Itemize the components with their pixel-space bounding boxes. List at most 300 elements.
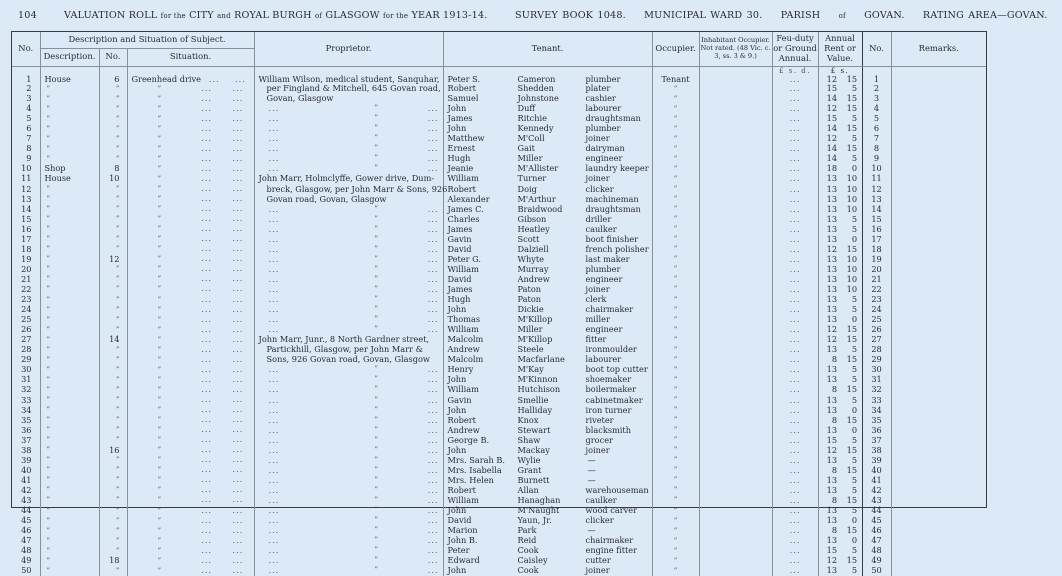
ditto-mark: ” (374, 506, 379, 515)
tenant-line (446, 195, 650, 204)
leader-dots: ... (268, 243, 280, 254)
leader-dots: ... (427, 484, 439, 495)
rent-shillings: 5 (851, 364, 858, 375)
row-number-right: 26 (862, 325, 891, 335)
description-cell (40, 264, 99, 274)
ditto-mark: ” (157, 124, 162, 133)
remarks-cell (891, 264, 986, 274)
proprietor-ditto-line (255, 134, 443, 143)
rent-value (823, 486, 857, 495)
occupier-cell (652, 546, 699, 556)
leader-dots: ... (427, 273, 439, 284)
street-number-cell (99, 244, 127, 254)
tenant-surname: Steele (517, 344, 544, 355)
rent-shillings: 0 (851, 314, 858, 325)
street-number-cell (99, 435, 127, 445)
tenant-surname: Cook (517, 545, 539, 556)
rent-shillings: 5 (851, 565, 858, 576)
situation-cell (127, 566, 254, 576)
tenant-first-name: Mrs. Sarah B. (447, 454, 506, 465)
leader-dots: ... (232, 263, 244, 274)
tenant-occupation: joiner (585, 565, 610, 576)
situation-text (128, 365, 191, 375)
remarks-cell (891, 144, 986, 154)
feu-duty-cell (772, 214, 818, 224)
street-number-cell (99, 144, 127, 154)
tenant-first-name: Alexander (447, 193, 490, 204)
ditto-mark: ” (673, 84, 678, 93)
leader-dots: ... (789, 364, 801, 375)
rent-pounds: 14 (826, 153, 838, 164)
annual-rent-cell (818, 114, 862, 124)
proprietor-ditto-line (255, 426, 443, 435)
inhabitant-cell (699, 234, 772, 244)
proprietor-cell (254, 114, 443, 124)
proprietor-cell (254, 355, 443, 365)
annual-rent-cell (818, 144, 862, 154)
row-number-right: 20 (862, 264, 891, 274)
row-number-right: 45 (862, 516, 891, 526)
leader-dots: ... (268, 525, 280, 536)
ditto-mark: ” (46, 94, 51, 103)
rent-value (823, 546, 857, 555)
proprietor-ditto-line (255, 154, 443, 163)
rent-shillings: 5 (851, 505, 858, 516)
leader-dots: ... (201, 524, 212, 535)
tenant-first-name: Robert (447, 183, 476, 194)
feu-duty-cell (772, 395, 818, 405)
proprietor-cell (254, 84, 443, 94)
row-number: 48 (12, 546, 40, 556)
tenant-surname: Hutchison (517, 384, 561, 395)
leader-dots: ... (789, 133, 801, 144)
table-row (12, 365, 986, 375)
situation-text (128, 224, 191, 234)
ditto-mark: ” (673, 546, 678, 555)
inhabitant-cell (699, 295, 772, 305)
leader-dots: ... (789, 374, 801, 385)
rent-pounds: 13 (826, 283, 838, 294)
table-row (12, 445, 986, 455)
table-row (12, 465, 986, 475)
inhabitant-cell (699, 154, 772, 164)
proprietor-cell (254, 375, 443, 385)
rent-value (823, 466, 857, 475)
description-cell: Shop (40, 164, 99, 174)
rent-shillings: 5 (851, 153, 858, 164)
inhabitant-cell (699, 315, 772, 325)
ditto-mark: ” (673, 185, 678, 194)
row-number-right: 6 (862, 124, 891, 134)
tenant-line (446, 335, 650, 344)
annual-rent-cell (818, 485, 862, 495)
ditto-mark: ” (115, 154, 120, 163)
street-number-cell (99, 134, 127, 144)
ditto-mark: ” (46, 476, 51, 485)
leader-dots: ... (201, 474, 212, 485)
feu-duty-cell (772, 315, 818, 325)
annual-rent-cell (818, 154, 862, 164)
tenant-first-name: James (447, 283, 473, 294)
leader-dots: ... (789, 535, 801, 546)
tenant-cell (443, 536, 652, 546)
occupier-cell (652, 264, 699, 274)
street-number-cell (99, 264, 127, 274)
rent-value (823, 315, 857, 324)
table-row (12, 395, 986, 405)
proprietor-cell (254, 455, 443, 465)
leader-dots: ... (232, 233, 244, 244)
leader-dots: ... (789, 304, 801, 315)
ditto-mark: ” (46, 114, 51, 123)
tenant-occupation: — (587, 525, 596, 536)
tenant-surname: Allan (517, 484, 539, 495)
inhabitant-cell (699, 435, 772, 445)
occupier-cell (652, 536, 699, 546)
rent-pounds: 13 (826, 273, 838, 284)
ditto-mark: ” (673, 265, 678, 274)
ditto-mark: ” (157, 476, 162, 485)
annual-rent-cell (818, 516, 862, 526)
rent-shillings: 15 (846, 414, 858, 425)
street-number-cell (99, 566, 127, 576)
street-number-cell (99, 124, 127, 134)
annual-rent-cell (818, 264, 862, 274)
proprietor-ditto-line (255, 506, 443, 515)
proprietor-ditto-line (255, 325, 443, 334)
ditto-mark: ” (157, 355, 162, 364)
inhabitant-cell (699, 395, 772, 405)
description-cell (40, 194, 99, 204)
col-header-number: No. (99, 48, 127, 66)
tenant-occupation: iron turner (585, 404, 632, 415)
ditto-mark: ” (157, 195, 162, 204)
tenant-cell (443, 154, 652, 164)
ditto-mark: ” (157, 265, 162, 274)
ditto-mark: ” (157, 526, 162, 535)
leader-dots: ... (427, 243, 439, 254)
rent-pounds: 8 (831, 464, 838, 475)
row-number: 37 (12, 435, 40, 445)
rent-value (823, 566, 857, 575)
leader-dots: ... (232, 444, 244, 455)
leader-dots: ... (789, 334, 801, 345)
leader-dots: ... (789, 434, 801, 445)
description-cell (40, 405, 99, 415)
tenant-cell (443, 395, 652, 405)
ditto-mark: ” (46, 556, 51, 565)
tenant-occupation: joiner (585, 283, 610, 294)
leader-dots: ... (201, 213, 212, 224)
proprietor-ditto-line (255, 446, 443, 455)
tenant-surname: Hanaghan (517, 494, 561, 505)
leader-dots: ... (789, 143, 801, 154)
ditto-mark: ” (673, 486, 678, 495)
table-row (12, 144, 986, 154)
rent-pounds: 13 (826, 213, 838, 224)
tenant-surname: Duff (517, 103, 536, 114)
annual-rent-cell (818, 475, 862, 485)
ditto-mark: ” (46, 385, 51, 394)
annual-rent-cell (818, 465, 862, 475)
situation-text (128, 495, 191, 505)
situation-text (128, 526, 191, 536)
street-number-cell (99, 475, 127, 485)
rent-value (823, 335, 857, 344)
leader-dots: ... (232, 394, 244, 404)
rent-shillings: 5 (851, 213, 858, 224)
rent-pounds: 13 (826, 474, 838, 485)
street-number-cell (99, 495, 127, 505)
leader-dots: ... (201, 82, 212, 93)
proprietor-cell (254, 104, 443, 114)
row-number: 47 (12, 536, 40, 546)
leader-dots: ... (232, 132, 244, 143)
annual-rent-cell (818, 194, 862, 204)
tenant-occupation: engine fitter (585, 545, 638, 556)
ditto-mark: ” (46, 225, 51, 234)
ditto-mark: ” (46, 154, 51, 163)
ditto-mark: ” (374, 284, 379, 293)
tenant-first-name: Malcolm (447, 334, 484, 345)
tenant-cell (443, 114, 652, 124)
ditto-mark: ” (46, 205, 51, 214)
remarks-cell (891, 526, 986, 536)
tenant-occupation: — (587, 474, 596, 485)
leader-dots: ... (232, 333, 244, 344)
proprietor-ditto-line (255, 205, 443, 214)
tenant-surname: Dickie (517, 304, 544, 315)
rent-pounds: 13 (826, 253, 838, 264)
rent-value (823, 446, 857, 455)
ditto-mark: ” (374, 164, 379, 173)
ditto-mark: ” (115, 94, 120, 103)
leader-dots: ... (268, 123, 280, 134)
ditto-mark: ” (115, 476, 120, 485)
tenant-first-name: Peter G. (447, 253, 482, 264)
tenant-first-name: John (447, 565, 467, 576)
remarks-cell (891, 114, 986, 124)
rating-area: RATING AREA—GOVAN. (922, 10, 1048, 21)
ditto-mark: ” (673, 255, 678, 264)
leader-dots: ... (789, 505, 801, 516)
rent-shillings: 5 (851, 344, 858, 355)
row-number-right: 44 (862, 506, 891, 516)
remarks-cell (891, 84, 986, 94)
leader-dots: ... (427, 253, 439, 264)
leader-dots: ... (427, 263, 439, 274)
tenant-occupation: machineman (585, 193, 639, 204)
description-cell (40, 134, 99, 144)
situation-text (128, 355, 191, 365)
street-number-cell (99, 375, 127, 385)
situation-text (128, 264, 191, 274)
tenant-surname: Macfarlane (517, 354, 565, 365)
leader-dots: ... (268, 294, 280, 305)
leader-dots: ... (232, 494, 244, 505)
leader-dots: ... (789, 424, 801, 435)
remarks-cell (891, 75, 986, 84)
ditto-mark: ” (46, 506, 51, 515)
occupier-cell (652, 465, 699, 475)
tenant-line (446, 94, 650, 103)
tenant-cell (443, 415, 652, 425)
occupier-cell (652, 274, 699, 284)
rent-shillings: 15 (846, 525, 858, 536)
rent-pounds: 13 (826, 404, 838, 415)
ditto-mark: ” (115, 245, 120, 254)
tenant-cell (443, 516, 652, 526)
tenant-line (446, 285, 650, 294)
ditto-mark: ” (46, 305, 51, 314)
situation-text (128, 546, 191, 556)
leader-dots: ... (201, 132, 212, 143)
annual-rent-cell (818, 305, 862, 315)
leader-dots: ... (427, 324, 439, 335)
leader-dots: ... (789, 113, 801, 124)
leader-dots: ... (268, 213, 280, 224)
ditto-mark: ” (374, 224, 379, 233)
table-row (12, 124, 986, 134)
municipal-ward: MUNICIPAL WARD 30. (644, 10, 763, 21)
feu-duty-cell (772, 566, 818, 576)
annual-rent-cell (818, 395, 862, 405)
rent-shillings: 15 (846, 103, 858, 114)
leader-dots: ... (201, 404, 212, 415)
row-number-right: 16 (862, 224, 891, 234)
ditto-mark: ” (157, 345, 162, 354)
tenant-cell (443, 465, 652, 475)
situation-text (128, 385, 191, 395)
feu-duty-cell (772, 526, 818, 536)
leader-dots: ... (427, 525, 439, 536)
street-number-cell (99, 425, 127, 435)
table-row (12, 274, 986, 284)
leader-dots: ... (232, 424, 244, 435)
situation-text (128, 204, 191, 214)
remarks-cell (891, 556, 986, 566)
ditto-mark: ” (673, 466, 678, 475)
ditto-mark: ” (374, 254, 379, 263)
remarks-cell (891, 495, 986, 505)
rent-value (823, 305, 857, 314)
table-row (12, 455, 986, 465)
occupier-cell (652, 134, 699, 144)
proprietor-ditto-line (255, 385, 443, 394)
proprietor-cell (254, 405, 443, 415)
annual-rent-cell (818, 274, 862, 284)
feu-duty-cell (772, 345, 818, 355)
leader-dots: ... (268, 143, 280, 154)
tenant-cell (443, 485, 652, 495)
tenant-occupation: shoemaker (585, 374, 632, 385)
annual-rent-cell (818, 415, 862, 425)
inhabitant-cell (699, 305, 772, 315)
description-cell (40, 345, 99, 355)
annual-rent-cell (818, 254, 862, 264)
leader-dots: ... (201, 394, 212, 404)
ditto-mark: ” (115, 456, 120, 465)
description-cell (40, 445, 99, 455)
ditto-mark: ” (673, 94, 678, 103)
situation-text (128, 506, 191, 516)
street-number-cell (99, 104, 127, 114)
tenant-first-name: John (447, 444, 467, 455)
rent-shillings: 5 (851, 434, 858, 445)
description-cell (40, 516, 99, 526)
row-number-right: 14 (862, 204, 891, 214)
leader-dots: ... (427, 454, 439, 465)
tenant-surname: M'Naught (517, 505, 560, 516)
parish-prefix: PARISH (780, 10, 821, 21)
proprietor-cell (254, 556, 443, 566)
tenant-surname: Kennedy (517, 123, 554, 134)
ditto-mark: ” (157, 144, 162, 153)
description-cell (40, 435, 99, 445)
ditto-mark: ” (673, 516, 678, 525)
ditto-mark: ” (374, 134, 379, 143)
table-row (12, 174, 986, 184)
feu-duty-cell (772, 385, 818, 395)
leader-dots: ... (201, 434, 212, 445)
ditto-mark: ” (374, 104, 379, 113)
situation-text (128, 375, 191, 385)
ditto-mark: ” (115, 466, 120, 475)
occupier-cell (652, 295, 699, 305)
rent-shillings: 5 (851, 294, 858, 305)
rent-pounds: 13 (826, 515, 838, 526)
inhabitant-cell (699, 375, 772, 385)
inhabitant-cell (699, 365, 772, 375)
rent-shillings: 15 (846, 555, 858, 566)
street-number-cell (99, 284, 127, 294)
occupier-cell (652, 94, 699, 104)
occupier-cell (652, 516, 699, 526)
table-row (12, 184, 986, 194)
rent-pounds: 13 (826, 505, 838, 516)
units-cell (891, 66, 986, 75)
proprietor-ditto-line (255, 516, 443, 525)
table-row (12, 104, 986, 114)
leader-dots: ... (789, 163, 801, 174)
ditto-mark: ” (374, 144, 379, 153)
proprietor-ditto-line (255, 436, 443, 445)
tenant-line (446, 416, 650, 425)
ditto-mark: ” (157, 466, 162, 475)
street-number-cell (99, 154, 127, 164)
leader-dots: ... (427, 505, 439, 516)
ditto-mark: ” (374, 556, 379, 565)
rent-pounds: 15 (826, 113, 838, 124)
ditto-mark: ” (46, 516, 51, 525)
ditto-mark: ” (46, 536, 51, 545)
tenant-first-name: Malcolm (447, 354, 484, 365)
tenant-first-name: John (447, 304, 467, 315)
rent-shillings: 0 (851, 515, 858, 526)
rent-value (823, 416, 857, 425)
rent-pounds: 12 (826, 334, 838, 345)
row-number: 50 (12, 566, 40, 576)
inhabitant-cell (699, 144, 772, 154)
leader-dots: ... (427, 143, 439, 154)
row-number: 23 (12, 295, 40, 305)
ditto-mark: ” (157, 385, 162, 394)
leader-dots: ... (268, 454, 280, 465)
remarks-cell (891, 305, 986, 315)
tenant-surname: Reid (517, 535, 537, 546)
rent-shillings: 15 (846, 334, 858, 345)
leader-dots: ... (268, 555, 280, 566)
